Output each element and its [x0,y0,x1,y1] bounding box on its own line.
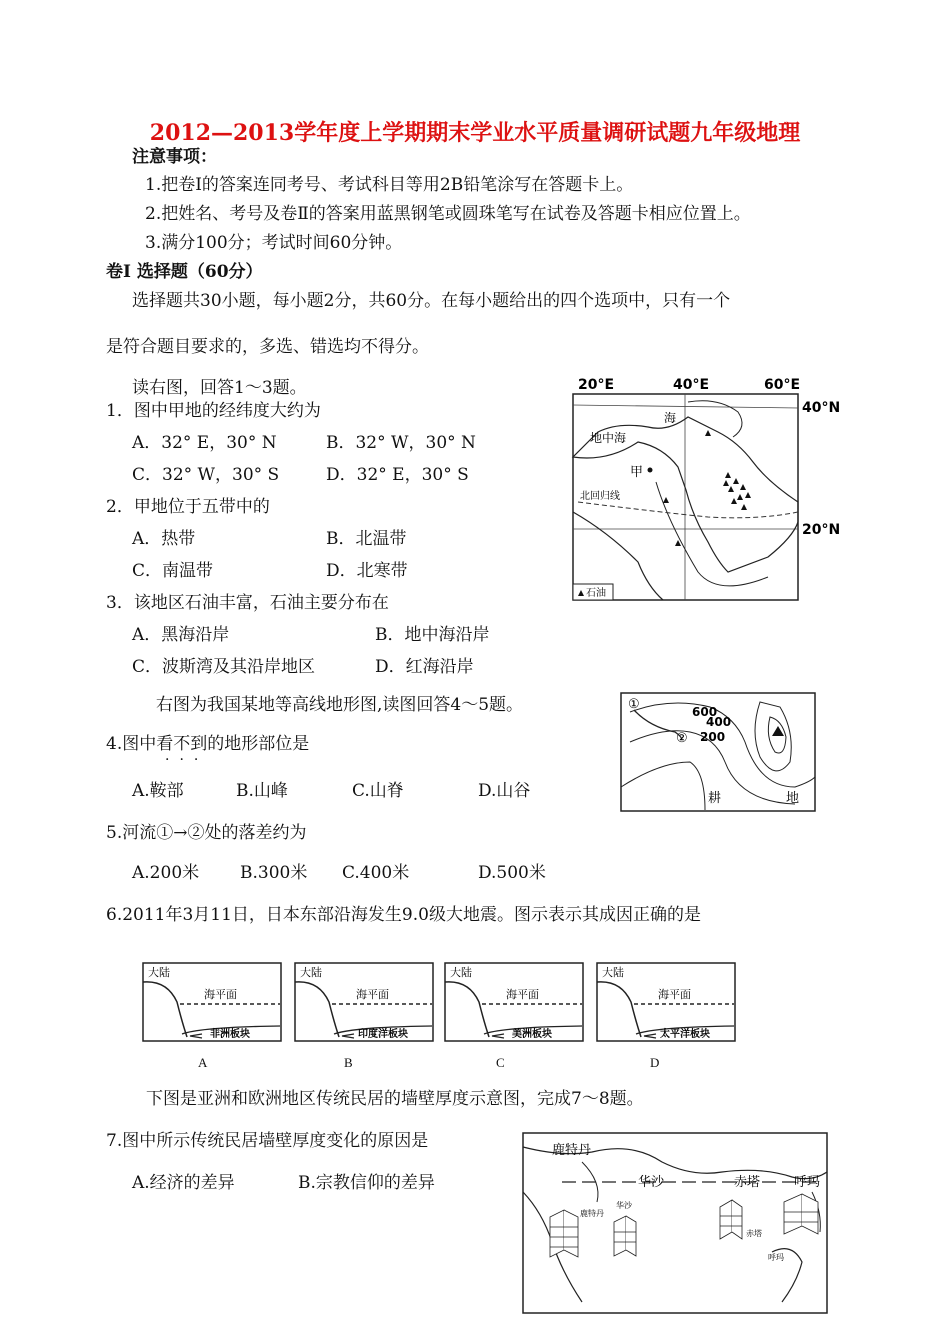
emphasis-dots: ··· [165,752,209,768]
city-label: 赤塔 [734,1175,761,1190]
map-lon-label: 20°E [578,377,615,393]
option: B.300米 [240,863,308,883]
sea-label: 海 [664,411,677,425]
question-3: 3．该地区石油丰富，石油主要分布在 [106,593,389,613]
quake-diagram-c [444,962,584,1042]
contour-label: 200 [700,730,726,744]
option: B．地中海沿岸 [375,625,490,645]
section-instruction: 是符合题目要求的，多选、错选均不得分。 [106,337,429,357]
point-2: ② [676,731,688,746]
option: A．黑海沿岸 [132,625,230,645]
point-1: ① [628,697,640,712]
option: C．32° W，30° S [132,465,280,485]
city-label: 鹿特丹 [552,1143,592,1158]
contour-map [620,692,816,812]
option: B.山峰 [236,781,288,801]
q4-5-intro: 右图为我国某地等高线地形图,读图回答4～5题。 [156,695,524,715]
middle-east-map [568,372,840,604]
notice-item: 2.把姓名、考号及卷Ⅱ的答案用蓝黑钢笔或圆珠笔写在试卷及答题卡相应位置上。 [145,204,751,224]
farmland-label: 地 [786,791,800,806]
city-small-label: 华沙 [616,1201,632,1210]
option: D.500米 [478,863,546,883]
question-6: 6.2011年3月11日，日本东部沿海发生9.0级大地震。图示表示其成因正确的是 [106,905,701,925]
option: D．红海沿岸 [375,657,474,677]
option: A．32° E，30° N [132,433,277,453]
tropic-label: 北回归线 [580,491,620,502]
quake-diagram-a [142,962,282,1042]
option: A.鞍部 [132,781,184,801]
diagram-label-c: C [496,1055,505,1070]
question-4: 4.图中看不到的地形部位是 [106,734,310,754]
option: D.山谷 [478,781,531,801]
continent-label: 大陆 [148,966,170,979]
continent-label: 大陆 [300,966,322,979]
page-title: 2012—2013学年度上学期期末学业水平质量调研试题九年级地理 [149,120,801,146]
question-7: 7.图中所示传统民居墙壁厚度变化的原因是 [106,1131,429,1151]
option: B．32° W，30° N [326,433,476,453]
option: D．32° E，30° S [326,465,469,485]
city-label: 呼玛 [794,1175,821,1190]
map-lon-label: 40°E [673,377,710,393]
section-instruction: 选择题共30小题，每小题2分，共60分。在每小题给出的四个选项中，只有一个 [132,291,731,311]
question-1: 1．图中甲地的经纬度大约为 [106,401,321,421]
contour-label: 600 [692,705,718,719]
option: B．北温带 [326,529,407,549]
option: A.200米 [132,863,200,883]
section-heading: 卷Ⅰ 选择题（60分） [106,262,263,282]
diagram-label-d: D [650,1055,660,1070]
contour-label: 400 [706,715,732,729]
city-small-label: 呼玛 [768,1253,784,1262]
quake-diagram-b [294,962,434,1042]
option: C.400米 [342,863,410,883]
legend-label: 石油 [586,588,606,599]
option: D．北寒带 [326,561,408,581]
jia-point [648,468,653,473]
sealevel-label: 海平面 [658,988,691,1001]
q7-8-intro: 下图是亚洲和欧洲地区传统民居的墙壁厚度示意图，完成7～8题。 [146,1089,644,1109]
question-5: 5.河流①→②处的落差约为 [106,823,307,843]
quake-diagram-d [596,962,736,1042]
map-lat-label: 40°N [802,400,840,416]
diagram-label-a: A [198,1055,208,1070]
option: C．波斯湾及其沿岸地区 [132,657,316,677]
plate-label: 印度洋板块 [358,1029,408,1040]
wall-icon [550,1210,578,1257]
wall-thickness-map [522,1132,828,1314]
wall-icon [614,1216,636,1256]
sealevel-label: 海平面 [356,988,389,1001]
plate-label: 太平洋板块 [660,1029,710,1040]
city-label: 华沙 [638,1175,665,1190]
question-2: 2．甲地位于五带中的 [106,497,270,517]
option: A．热带 [132,529,196,549]
map-lon-label: 60°E [764,377,801,393]
notice-item: 3.满分100分；考试时间60分钟。 [145,233,403,253]
plate-label: 美洲板块 [512,1029,552,1040]
notice-item: 1.把卷Ⅰ的答案连同考号、考试科目等用2B铅笔涂写在答题卡上。 [145,175,634,195]
sealevel-label: 海平面 [506,988,539,1001]
map-lat-label: 20°N [802,522,840,538]
sealevel-label: 海平面 [204,988,237,1001]
option: B.宗教信仰的差异 [298,1173,435,1193]
sea-label: 地中海 [590,431,627,445]
notice-heading: 注意事项： [132,147,217,167]
jia-label: 甲 [630,465,644,480]
farmland-label: 耕 [708,791,722,806]
diagram-label-b: B [344,1055,353,1070]
plate-label: 非洲板块 [210,1029,250,1040]
continent-label: 大陆 [602,966,624,979]
option: A.经济的差异 [132,1173,235,1193]
city-small-label: 鹿特丹 [580,1209,604,1218]
q1-3-intro: 读右图，回答1～3题。 [132,378,307,398]
option: C．南温带 [132,561,214,581]
continent-label: 大陆 [450,966,472,979]
city-small-label: 赤塔 [746,1229,762,1238]
option: C.山脊 [352,781,404,801]
